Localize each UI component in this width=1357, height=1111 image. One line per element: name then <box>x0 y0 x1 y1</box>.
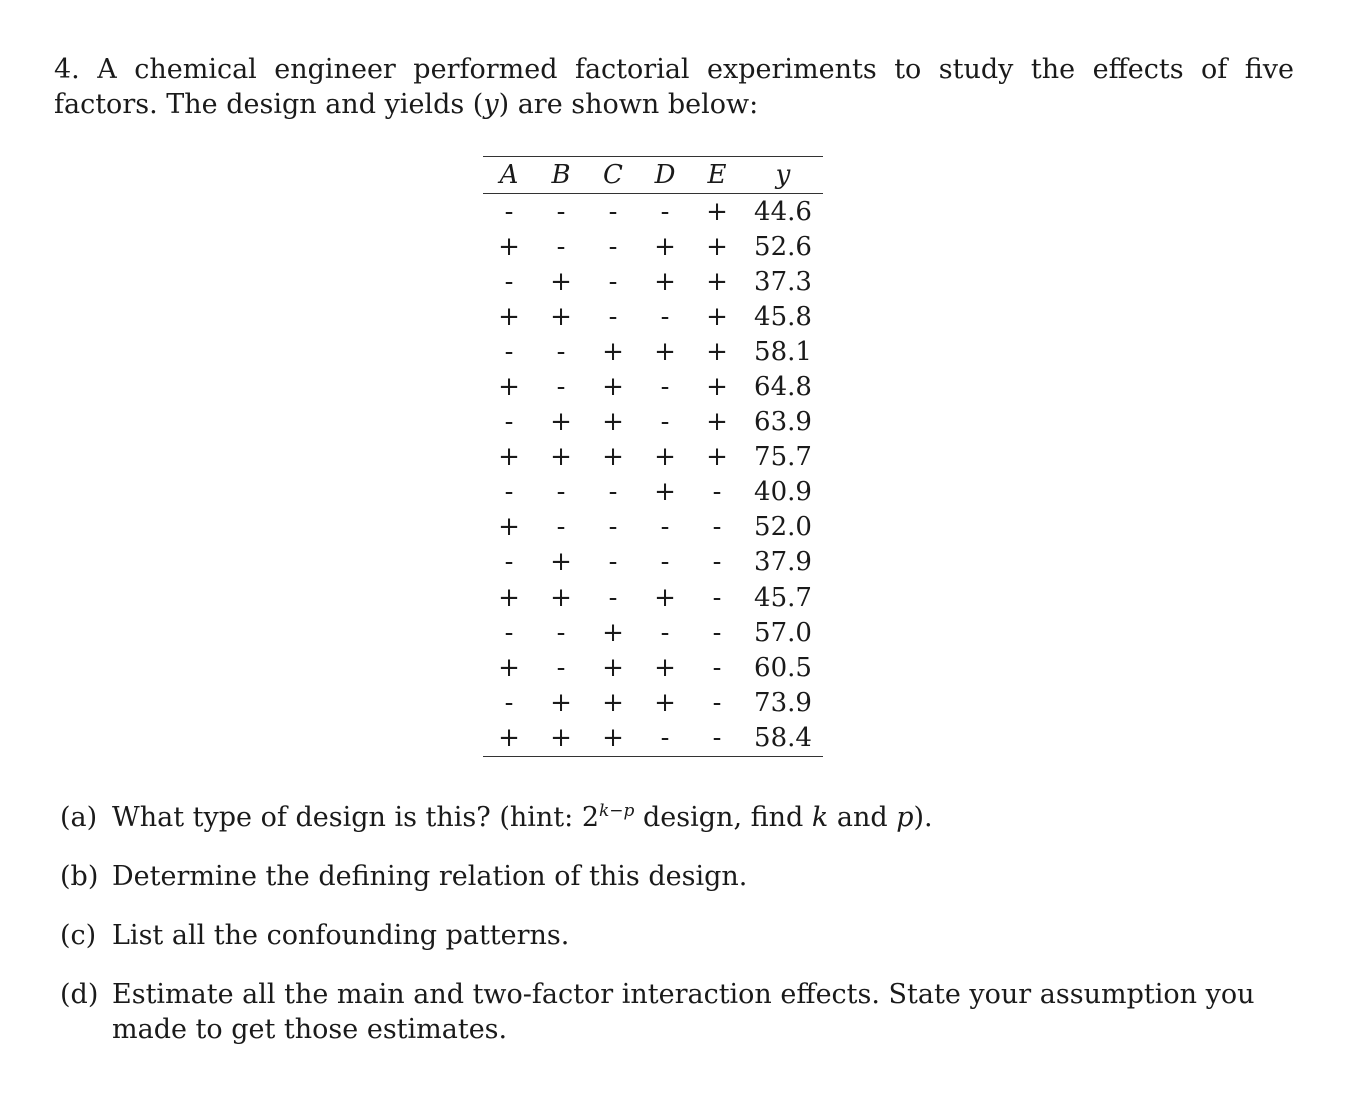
header-e: E <box>707 160 727 190</box>
factor-level-cell: - <box>608 477 618 508</box>
factor-level-cell: - <box>608 512 618 543</box>
question-a-var-k: k <box>811 802 829 833</box>
yield-cell: 73.9 <box>754 687 812 718</box>
factor-level-cell: + <box>550 722 572 753</box>
question-a-part2: design, find <box>634 802 812 833</box>
table-row <box>483 545 823 580</box>
factor-level-cell: - <box>712 687 722 718</box>
table-row <box>483 685 823 720</box>
factor-level-cell: + <box>706 301 728 332</box>
factor-level-cell: - <box>504 477 514 508</box>
yield-cell: 45.7 <box>754 582 812 613</box>
yield-cell: 58.1 <box>754 336 812 367</box>
table-row <box>483 720 823 756</box>
factor-level-cell: - <box>712 652 722 683</box>
header-y: y <box>775 160 791 190</box>
design-table-container <box>483 156 823 757</box>
yield-cell: 63.9 <box>754 407 812 438</box>
yield-cell: 40.9 <box>754 477 812 508</box>
factor-level-cell: + <box>654 582 676 613</box>
factor-level-cell: - <box>660 301 670 332</box>
factor-level-cell: + <box>550 407 572 438</box>
problem-statement <box>54 52 1294 122</box>
question-d-label: (d) <box>60 979 99 1010</box>
factor-level-cell: - <box>556 372 566 403</box>
yield-cell: 52.0 <box>754 512 812 543</box>
question-a-label: (a) <box>60 802 98 833</box>
question-d-text: Estimate all the main and two-factor interaction effects. State your assumption you made to get those estimates. <box>112 979 1255 1045</box>
factor-level-cell: + <box>602 722 624 753</box>
question-b-text: Determine the defining relation of this design. <box>112 861 748 892</box>
header-d: D <box>654 160 676 190</box>
factor-level-cell: + <box>706 336 728 367</box>
factor-level-cell: - <box>712 617 722 648</box>
yield-cell: 37.3 <box>754 266 812 297</box>
table-row <box>483 510 823 545</box>
factor-level-cell: - <box>608 196 618 227</box>
factor-level-cell: + <box>654 336 676 367</box>
factor-level-cell: - <box>504 547 514 578</box>
question-b <box>60 859 1280 894</box>
table-row <box>483 440 823 475</box>
question-a <box>60 800 1280 835</box>
factor-level-cell: - <box>504 617 514 648</box>
table-row <box>483 615 823 650</box>
factor-level-cell: - <box>712 582 722 613</box>
yield-variable: y <box>483 89 499 120</box>
factor-level-cell: + <box>602 407 624 438</box>
table-row <box>483 650 823 685</box>
factor-level-cell: - <box>556 512 566 543</box>
problem-text-start: A chemical engineer performed factorial experiments to study the effects of five factors. The design and yields ( <box>54 54 1294 120</box>
factor-level-cell: + <box>654 231 676 262</box>
question-a-exponent: k−p <box>599 801 635 821</box>
table-body <box>483 194 823 757</box>
factor-level-cell: + <box>654 442 676 473</box>
factor-level-cell: - <box>504 336 514 367</box>
factor-level-cell: - <box>712 547 722 578</box>
factor-level-cell: - <box>556 336 566 367</box>
factor-level-cell: + <box>706 407 728 438</box>
table-row <box>483 580 823 615</box>
header-b: B <box>551 160 571 190</box>
question-c <box>60 918 1280 953</box>
problem-number: 4. <box>54 54 80 85</box>
question-list <box>60 800 1280 1071</box>
factor-level-cell: + <box>602 372 624 403</box>
factor-level-cell: - <box>660 512 670 543</box>
yield-cell: 64.8 <box>754 372 812 403</box>
factor-level-cell: - <box>556 617 566 648</box>
yield-cell: 45.8 <box>754 301 812 332</box>
factor-level-cell: + <box>654 687 676 718</box>
yield-cell: 58.4 <box>754 722 812 753</box>
question-a-part4: ). <box>913 802 933 833</box>
question-a-part3: and <box>828 802 897 833</box>
factor-level-cell: + <box>706 266 728 297</box>
factor-level-cell: + <box>498 372 520 403</box>
factor-level-cell: + <box>550 687 572 718</box>
factor-level-cell: + <box>706 231 728 262</box>
factor-level-cell: - <box>608 301 618 332</box>
yield-cell: 52.6 <box>754 231 812 262</box>
factor-level-cell: - <box>556 652 566 683</box>
table-row <box>483 405 823 440</box>
factor-level-cell: - <box>608 547 618 578</box>
factor-level-cell: + <box>654 477 676 508</box>
table-row <box>483 369 823 404</box>
factor-level-cell: + <box>602 336 624 367</box>
table-row <box>483 194 823 230</box>
factor-level-cell: + <box>550 266 572 297</box>
yield-cell: 60.5 <box>754 652 812 683</box>
factor-level-cell: + <box>654 652 676 683</box>
factor-level-cell: - <box>660 617 670 648</box>
factor-level-cell: - <box>504 196 514 227</box>
factor-level-cell: + <box>498 442 520 473</box>
factor-level-cell: - <box>608 582 618 613</box>
table-row <box>483 334 823 369</box>
factor-level-cell: + <box>706 442 728 473</box>
factor-level-cell: - <box>504 266 514 297</box>
factor-level-cell: + <box>602 442 624 473</box>
factor-level-cell: - <box>660 722 670 753</box>
problem-text-end: ) are shown below: <box>498 89 759 120</box>
factor-level-cell: + <box>550 582 572 613</box>
factor-level-cell: - <box>660 372 670 403</box>
question-a-base: 2 <box>581 802 599 833</box>
factor-level-cell: + <box>498 512 520 543</box>
factor-level-cell: + <box>602 652 624 683</box>
yield-cell: 75.7 <box>754 442 812 473</box>
factor-level-cell: - <box>712 512 722 543</box>
factor-level-cell: - <box>504 407 514 438</box>
table-row <box>483 475 823 510</box>
factor-level-cell: + <box>550 442 572 473</box>
factor-level-cell: + <box>498 652 520 683</box>
yield-cell: 37.9 <box>754 547 812 578</box>
factor-level-cell: - <box>504 687 514 718</box>
factor-level-cell: - <box>660 196 670 227</box>
factor-level-cell: + <box>602 687 624 718</box>
design-table <box>483 156 823 757</box>
header-a: A <box>499 160 519 190</box>
question-c-text: List all the confounding patterns. <box>112 920 570 951</box>
factor-level-cell: - <box>712 477 722 508</box>
factor-level-cell: - <box>556 477 566 508</box>
factor-level-cell: + <box>654 266 676 297</box>
factor-level-cell: - <box>660 407 670 438</box>
factor-level-cell: + <box>498 722 520 753</box>
table-header-row <box>483 157 823 194</box>
factor-level-cell: + <box>498 301 520 332</box>
factor-level-cell: - <box>556 196 566 227</box>
factor-level-cell: - <box>712 722 722 753</box>
factor-level-cell: - <box>556 231 566 262</box>
question-a-var-p: p <box>896 802 914 833</box>
factor-level-cell: + <box>550 301 572 332</box>
factor-level-cell: - <box>660 547 670 578</box>
yield-cell: 57.0 <box>754 617 812 648</box>
factor-level-cell: + <box>602 617 624 648</box>
table-row <box>483 299 823 334</box>
question-b-label: (b) <box>60 861 99 892</box>
factor-level-cell: + <box>498 231 520 262</box>
header-c: C <box>603 160 623 190</box>
factor-level-cell: + <box>498 582 520 613</box>
factor-level-cell: + <box>706 196 728 227</box>
factor-level-cell: - <box>608 266 618 297</box>
table-row <box>483 264 823 299</box>
question-a-part1: What type of design is this? (hint: <box>112 802 582 833</box>
factor-level-cell: + <box>550 547 572 578</box>
question-a-text <box>112 800 1280 835</box>
factor-level-cell: - <box>608 231 618 262</box>
table-row <box>483 229 823 264</box>
factor-level-cell: + <box>706 372 728 403</box>
yield-cell: 44.6 <box>754 196 812 227</box>
question-d <box>60 977 1280 1047</box>
question-c-label: (c) <box>60 920 97 951</box>
